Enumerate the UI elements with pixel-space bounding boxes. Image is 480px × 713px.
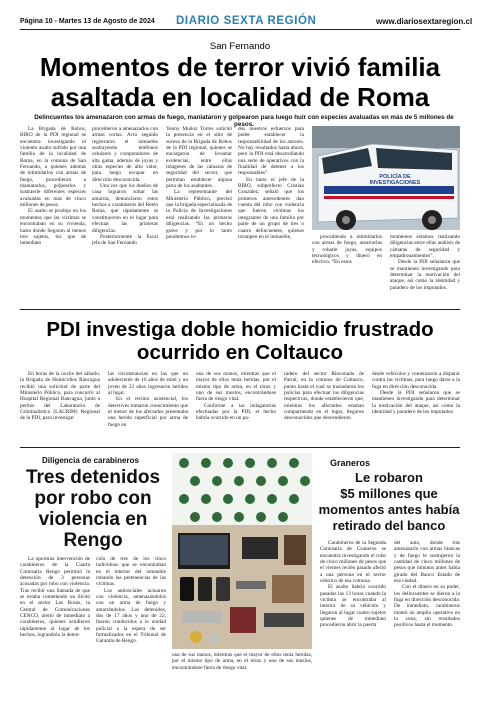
story1-kicker: San Fernando bbox=[209, 41, 271, 52]
story4-col1 bbox=[320, 540, 386, 702]
paragraph: una de sus manos, mientras que el mayor de ellos tenía heridas, por el mismo tipo de arma, en el tórax y uno de sus muslos, encontrándose fuera de riesgo vital. bbox=[196, 371, 276, 403]
story1-headline-line1: Momentos de terror vivió familia bbox=[39, 52, 441, 82]
paragraph: Carabineros de la Segunda Comisaría de Graneros se encuentra investigando el robo de cinco millones de pesos que el viernes recién pasado afectó a una persona en el sector céntrico de esa comuna. bbox=[320, 540, 386, 585]
paragraph: Desde la PDI señalaron que se mantienen investigando para determinar la motivación del ataque, así como la identidad y paradero de los imputados. bbox=[390, 259, 460, 291]
section-rule-2 bbox=[20, 447, 460, 448]
story3-headline-line: por robo con bbox=[34, 488, 152, 509]
story1-headline-line2: asaltada en localidad de Roma bbox=[50, 82, 430, 112]
paragraph: radero del sector Rinconada de Parral, en la comuna de Coltauco, punto hasta el cual se trasladaron los policías para efectuar las diligencias respectivas, donde establecieron que, mientras los afectados estaban compartiendo en el lugar, llegaron desconocidos que descendieron bbox=[284, 371, 364, 422]
story4-headline-line: momentos antes había bbox=[318, 502, 460, 517]
paragraph: las circunstancias en las que un adolescente de 16 años de edad y un joven de 22 años ingresaron heridos al lugar. bbox=[108, 371, 188, 397]
paragraph: Desde la PDI señalaron que se mantienen investigando para determinar la motivación del ataque, así como la identidad y paradero de los imputados. bbox=[372, 390, 460, 416]
paragraph: Yenny Muñoz Torres solicitó la presencia en el sitio de suceso de la Brigada de Robos de la PDI regional, quienes se encargaron de levantar evidencias, entre ellas imágenes de las cámaras de seguridad del sector, que permitan establecer alguna pista de los asaltantes. bbox=[166, 126, 232, 190]
story1-col4 bbox=[238, 126, 304, 306]
paragraph: En horas de la noche del sábado, la Brigada de Homicidios Rancagua recibió una solicitud de parte del Ministerio Público, para concurrir al Hospital Regional Rancagua, junto a peritos del Laboratorio de Criminalística (LACRIM) Regional de la PDI, para investigar bbox=[20, 371, 100, 422]
story3-col2 bbox=[96, 556, 166, 702]
story3-headline-line: Rengo bbox=[63, 530, 123, 551]
seized-items-photo bbox=[172, 453, 312, 649]
story3-headline-line: violencia en bbox=[38, 509, 148, 530]
story1-col3 bbox=[166, 126, 232, 306]
paragraph: dos nuestros esfuerzos para poder establecer la responsabilidad de los autores. No hay resultados hasta ahora, pero la PDI está desarrollando una serie de operativos con la finalidad de detener a los responsables”. bbox=[238, 126, 304, 177]
paragraph: procediendo a intimidarlos con armas de fuego, amarrarlas y robarle joyas, equipos tecnológicos y dinero en efectivo. “En estos bbox=[312, 234, 382, 266]
paragraph: El asalto se produjo en los momentos que las víctimas se encontraban en su vivienda, hasta donde llegaron al menos tres sujetos, los que de inmediato bbox=[20, 208, 86, 247]
story4-headline-line: Le robaron bbox=[355, 470, 423, 485]
pdi-vehicle-photo bbox=[312, 126, 460, 230]
story3-kicker: Diligencia de carabineros bbox=[42, 456, 139, 465]
story4-headline-line: $5 millones que bbox=[340, 486, 438, 501]
story3-col1 bbox=[20, 556, 90, 702]
story1-col1 bbox=[20, 126, 86, 306]
vehicle-door-text: POLICÍA DE INVESTIGACIONES bbox=[369, 174, 421, 186]
story2-col5 bbox=[372, 371, 460, 445]
paper-name[interactable]: DIARIO SEXTA REGIÓN bbox=[176, 15, 317, 27]
story1-col6 bbox=[390, 234, 460, 306]
story1-col5 bbox=[312, 234, 382, 306]
story3-headline bbox=[20, 467, 166, 551]
story3-col3 bbox=[172, 652, 312, 702]
story2-col2 bbox=[108, 371, 188, 445]
paragraph: En el recinto asistencial, los detectives tomaron conocimiento que el menor de los afectados presentaba una herida superficial por arma de fuego en bbox=[108, 396, 188, 428]
story1-col2 bbox=[92, 126, 158, 306]
masthead-rule bbox=[20, 29, 460, 30]
paragraph: Una vez que los dueños de casa lograron soltar las amarras, denunciaron estos hechos a carabineros del Retén Roma, que rápidamente se constituyeron en el lugar para efectuar las primeras diligencias. bbox=[92, 183, 158, 234]
story2-col3 bbox=[196, 371, 276, 445]
paragraph: Posteriormente la fiscal jefa de San Fernando bbox=[92, 233, 158, 247]
paragraph: procedieron a amenazarlos con armas cortas. Acto seguido registraron el inmueble sustrayendo teléfonos celulares y computadores de alta gama, además de joyas y otras especies de alto valor, para luego escapar en dirección desconocida. bbox=[92, 126, 158, 183]
paragraph: El asalto habría ocurrido pasadas las 13 horas cuando la víctima se encontraba al interior de su vehículo y llegaron al lugar cuatro sujetos quienes de inmediato procedieron abrir la puerta bbox=[320, 584, 386, 629]
paragraph: La Brigada de Robos, BIRO de la PDI regional se encuentra investigando el violento asalto sufrido por una familia de la localidad de Roma, en la comuna de San Fernando, a quienes además de intimidarlos con armas de fuego, procedieron a maniatarlos, golpearlos y sustraerle diferentes especies avaluadas en más de cinco millones de pesos. bbox=[20, 126, 86, 209]
paragraph: La oportuna intervención de carabineros de la Cuarta Comisaría Rengo permitió la detención de 3 personas acusadas por robo con violencia. Tras recibir una llamada de que se estaba cometiendo un ilícito en el sector Las Rosas, la Central de Comunicaciones CENCO, alertó de inmediato a carabineros, quienes acudieron rápidamente al lugar de los hechos, lograndolo la deten- bbox=[20, 556, 90, 639]
story1-deck: Delincuentes los amenazaron con armas de fuego, maniataron y golpearon para luego huir con especies avaluadas en más de 5 millones de pesos. bbox=[34, 114, 454, 128]
paragraph: La representante del Ministerio Público, precisó que la brigada especializada de la Policía de Investigaciones está realizando las primeras diligencias. “Es un hecho grave y por lo tanto pondremos to- bbox=[166, 189, 232, 240]
website[interactable]: www.diariosextaregion.cl bbox=[376, 17, 473, 26]
story2-headline-line1: PDI investiga doble homicidio frustrado bbox=[46, 318, 434, 341]
paragraph: momentos estamos realizando diligencias entre ellas análisis de cámaras de seguridad y empadronamientos”. bbox=[390, 234, 460, 260]
story4-col2 bbox=[394, 540, 460, 702]
story4-headline-line: retirado del banco bbox=[332, 518, 446, 533]
story4-kicker: Graneros bbox=[330, 458, 371, 468]
page-date: Página 10 - Martes 13 de Agosto de 2024 bbox=[20, 18, 155, 25]
paragraph: Los antisociales actuaron con violencia, amenazándolos con un arma de fuego y amarrándolos. Los detenidos, dos de 17 años y uno de 22, fueron conducidos a la unidad policial a la espera de ser formalizados en el Tribunal de Garantía de Rengo. bbox=[96, 587, 166, 645]
paragraph: ción de tres de los cinco individuos que se encontraban en el interior del inmueble robando las pertenencias de las víctimas. bbox=[96, 556, 166, 588]
story2-col4 bbox=[284, 371, 364, 445]
paragraph: En tanto el jefe de la BIRO, subprefecto Cristian González, señaló que los primeros antecedentes dan cuenta del robo con violencia que fueron víctimas los integrantes de una familia por parte de un grupo de tres o cuatro delincuentes, quienes irrumpen en el inmueble, bbox=[238, 176, 304, 240]
story2-col1 bbox=[20, 371, 100, 445]
paragraph: del auto, donde tras amenazarlo con armas blancas y de fuego le sustrajeron la cantidad de cinco millones de pesos que minutos antes había girado del Banco Estado de esa ciudad. bbox=[394, 540, 460, 585]
story2-headline-line2: ocurrido en Coltauco bbox=[136, 341, 344, 364]
section-rule-1 bbox=[20, 309, 460, 310]
paragraph: Con el dinero en su poder, los delincuentes se dieron a la fuga en dirección desconocida. De inmediato, carabineros montó un amplio operativo en la zona, sin resultados positivos hasta el momento. bbox=[394, 584, 460, 629]
paragraph: una de sus manos, mientras que el mayor de ellos tenía heridas, por el mismo tipo de arma, en el tórax y uno de sus muslos, encontrándose fuera de riesgo vital. bbox=[172, 652, 312, 671]
paragraph: desde vehículos y comenzaron a disparar contra las víctimas, para luego darse a la fuga en dirección desconocida. bbox=[372, 371, 460, 390]
story3-headline-line: Tres detenidos bbox=[25, 467, 161, 488]
seized-items-illustration bbox=[172, 453, 312, 649]
story4-headline bbox=[318, 470, 460, 534]
paragraph: Conforme a las indagatorias efectuadas por la PDI, el hecho habría ocurrido en un pa- bbox=[196, 402, 276, 422]
